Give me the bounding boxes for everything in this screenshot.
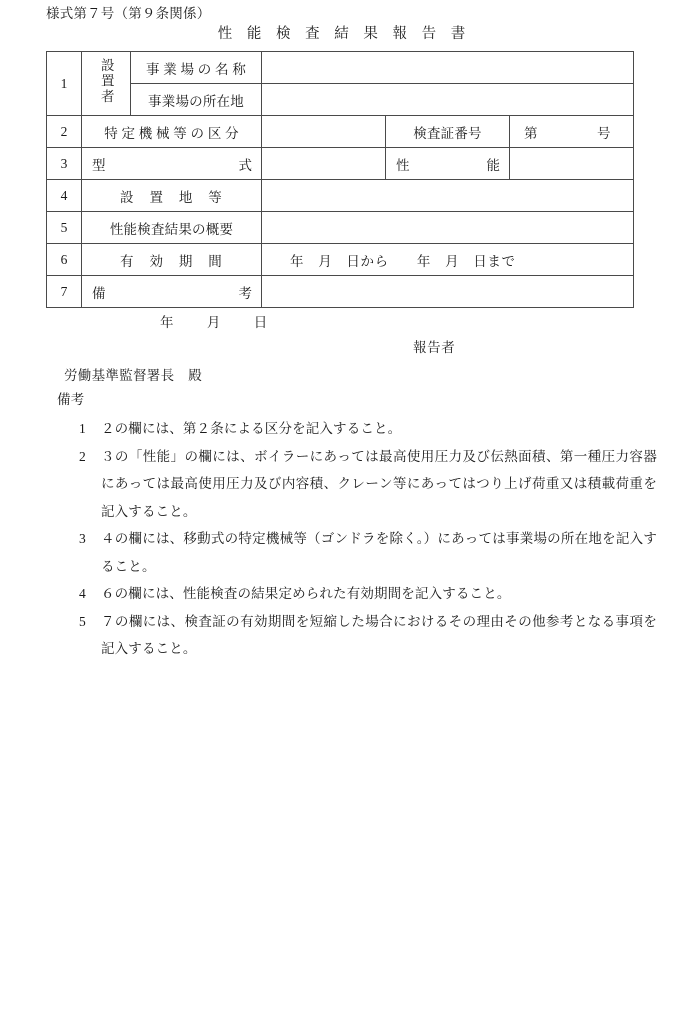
- installer-label-text: 設置者: [98, 58, 114, 105]
- validity-period-field[interactable]: [262, 244, 634, 276]
- note-number: 3: [79, 531, 86, 546]
- table-row: [47, 212, 634, 244]
- certificate-number-suffix: 号: [597, 125, 611, 141]
- machine-category-label-text: 特 定 機 械 等 の 区 分: [104, 125, 239, 141]
- workplace-address-field[interactable]: [262, 84, 634, 116]
- row-number-6: 6: [47, 244, 82, 276]
- table-row: [47, 180, 634, 212]
- note-text: ４の欄には、移動式の特定機械等（ゴンドラを除く。）にあっては事業場の所在地を記入すること。: [101, 531, 657, 574]
- result-summary-field[interactable]: [262, 212, 634, 244]
- installation-site-field[interactable]: [262, 180, 634, 212]
- note-number: 5: [79, 613, 86, 629]
- validity-period-value: 年 月 日から 年 月 日まで: [290, 253, 516, 269]
- row-number-5: 5: [47, 212, 82, 244]
- note-text: ３の「性能」の欄には、ボイラーにあっては最高使用圧力及び伝熱面積、第一種圧力容器にあっては最高使用圧力及び内容積、クレーン等にあってはつり上げ荷重又は積載荷重を記入すること。: [101, 448, 657, 519]
- table-row: [47, 276, 634, 308]
- row-number-3: 3: [47, 148, 82, 180]
- note-number: 1: [79, 421, 86, 436]
- notes-heading: 備考: [57, 392, 85, 407]
- installation-site-label-text: 設 置 地 等: [120, 189, 223, 205]
- date-line: [160, 311, 268, 331]
- note-number: 2: [79, 448, 86, 464]
- row-number-1: 1: [47, 52, 82, 116]
- remarks-label-left: 備: [92, 285, 106, 301]
- workplace-name-label-text: 事 業 場 の 名 称: [145, 61, 247, 77]
- workplace-name-label: [131, 52, 262, 84]
- performance-inspection-table: [46, 51, 634, 308]
- performance-label: [386, 148, 510, 180]
- validity-period-label-text: 有 効 期 間: [120, 253, 223, 269]
- date-day-label: 日: [253, 315, 269, 330]
- validity-period-label: [82, 244, 262, 276]
- row-number-7: 7: [47, 276, 82, 308]
- performance-label-right: 能: [486, 157, 500, 173]
- note-text: ６の欄には、性能検査の結果定められた有効期間を記入すること。: [101, 586, 511, 601]
- row-number-2: 2: [47, 116, 82, 148]
- installer-vertical-label: [82, 52, 131, 116]
- note-number: 4: [79, 586, 86, 601]
- workplace-address-label-text: 事業場の所在地: [148, 93, 244, 109]
- certificate-number-prefix: 第: [524, 125, 538, 141]
- page-title: 性 能 検 査 結 果 報 告 書: [217, 26, 471, 42]
- table-row: [47, 52, 634, 84]
- performance-field[interactable]: [510, 148, 634, 180]
- notes-list: [57, 415, 657, 663]
- row-number-4: 4: [47, 180, 82, 212]
- model-label: [82, 148, 262, 180]
- table-row: [47, 244, 634, 276]
- table-row: [47, 116, 634, 148]
- reporter-label: 報告者: [413, 340, 456, 355]
- remarks-label: [82, 276, 262, 308]
- workplace-name-field[interactable]: [262, 52, 634, 84]
- machine-category-field[interactable]: [262, 116, 386, 148]
- result-summary-label: [82, 212, 262, 244]
- remarks-field[interactable]: [262, 276, 634, 308]
- date-year-label: 年: [160, 315, 175, 330]
- remarks-label-right: 考: [238, 285, 252, 301]
- model-field[interactable]: [262, 148, 386, 180]
- model-label-left: 型: [92, 157, 106, 173]
- model-label-right: 式: [238, 157, 252, 173]
- installation-site-label: [82, 180, 262, 212]
- machine-category-label: [82, 116, 262, 148]
- list-item: [57, 415, 657, 443]
- addressee-line: 労働基準監督署長 殿: [64, 368, 202, 383]
- list-item: [57, 580, 657, 608]
- certificate-number-field[interactable]: [510, 116, 634, 148]
- form-number: 様式第７号（第９条関係）: [46, 6, 211, 21]
- table-row: [47, 84, 634, 116]
- result-summary-label-text: 性能検査結果の概要: [109, 221, 234, 237]
- note-text: ７の欄には、検査証の有効期間を短縮した場合におけるその理由その他参考となる事項を記入すること。: [101, 613, 657, 656]
- table-row: [47, 148, 634, 180]
- list-item: [57, 443, 657, 526]
- list-item: [57, 608, 657, 663]
- note-text: ２の欄には、第２条による区分を記入すること。: [101, 421, 402, 436]
- workplace-address-label: [131, 84, 262, 116]
- list-item: [57, 525, 657, 580]
- performance-label-left: 性: [396, 157, 410, 173]
- date-month-label: 月: [206, 315, 222, 330]
- certificate-number-label: [386, 116, 510, 148]
- certificate-number-label-text: 検査証番号: [413, 125, 482, 141]
